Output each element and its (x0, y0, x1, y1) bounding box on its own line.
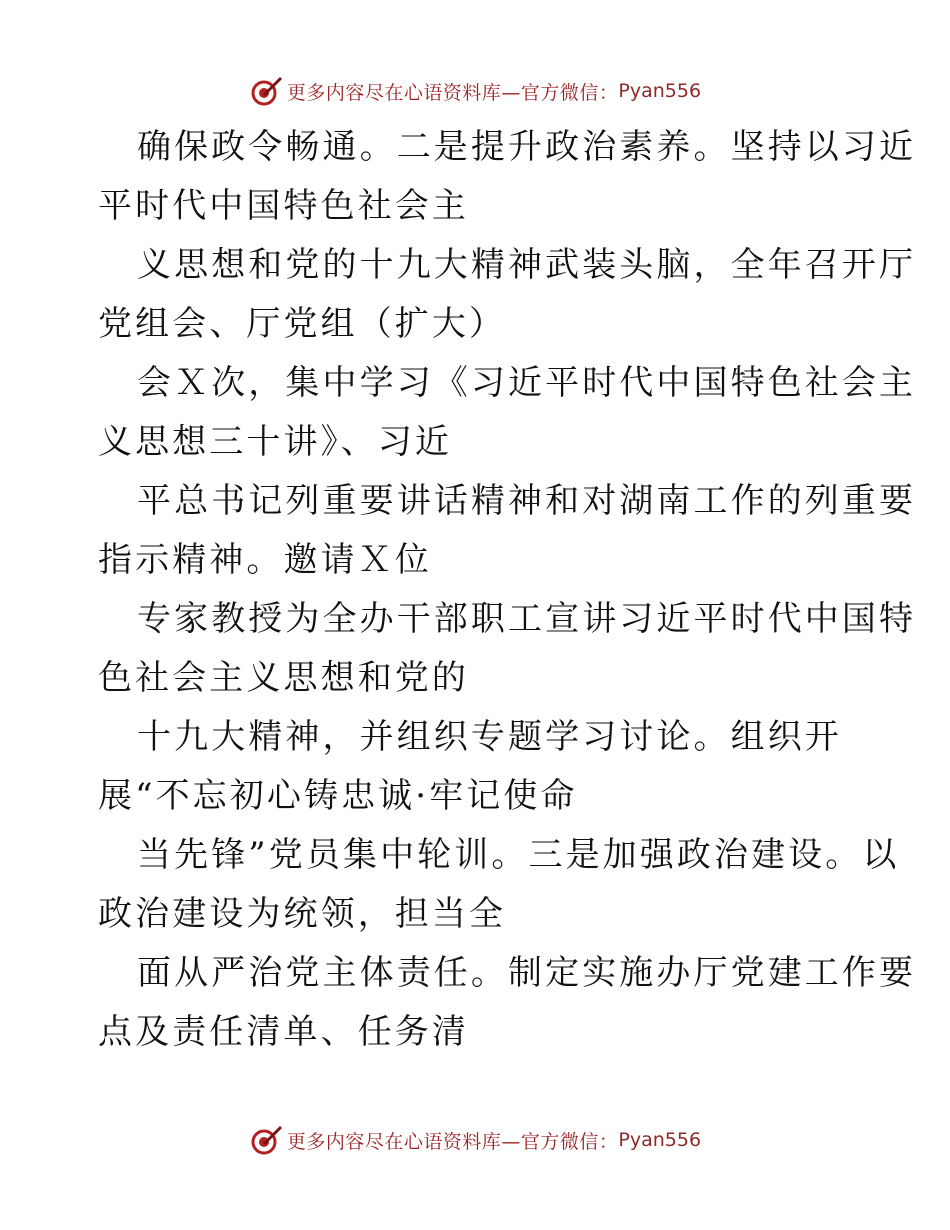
text-line: 会Ｘ次，集中学习《习近平时代中国特色社会主 (137, 363, 917, 403)
text-line: 色社会主义思想和党的 (98, 658, 469, 698)
watermark-wechat-id: Pyan556 (618, 1129, 702, 1151)
document-body (98, 118, 917, 1062)
watermark-text: 更多内容尽在心语资料库—官方微信： (286, 81, 619, 104)
quill-pen-logo-icon (249, 1123, 283, 1157)
text-line: 指示精神。邀请Ｘ位 (98, 540, 432, 580)
text-line: 义思想三十讲》、习近 (98, 422, 452, 462)
text-line: 义思想和党的十九大精神武装头脑，全年召开厅 (137, 245, 917, 285)
text-line: 政治建设为统领，担当全 (98, 894, 507, 934)
text-line: 展“不忘初心铸忠诚·牢记使命 (98, 776, 578, 816)
text-line: 党组会、厅党组（扩大） (98, 304, 507, 344)
footer-watermark (0, 1120, 950, 1160)
text-line: 十九大精神，并组织专题学习讨论。组织开 (137, 717, 842, 757)
text-line: 当先锋”党员集中轮训。三是加强政治建设。以 (137, 835, 900, 875)
text-line: 点及责任清单、任务清 (98, 1012, 469, 1052)
text-line: 专家教授为全办干部职工宣讲习近平时代中国特 (137, 599, 917, 639)
header-watermark (0, 71, 950, 111)
quill-pen-logo-icon (249, 74, 283, 108)
text-line: 平总书记列重要讲话精神和对湖南工作的列重要 (137, 481, 917, 521)
text-line: 确保政令畅通。二是提升政治素养。坚持以习近 (137, 127, 917, 167)
watermark-wechat-id: Pyan556 (618, 80, 702, 102)
text-line: 平时代中国特色社会主 (98, 186, 469, 226)
text-line: 面从严治党主体责任。制定实施办厅党建工作要 (137, 953, 917, 993)
watermark-text: 更多内容尽在心语资料库—官方微信： (286, 1130, 619, 1153)
